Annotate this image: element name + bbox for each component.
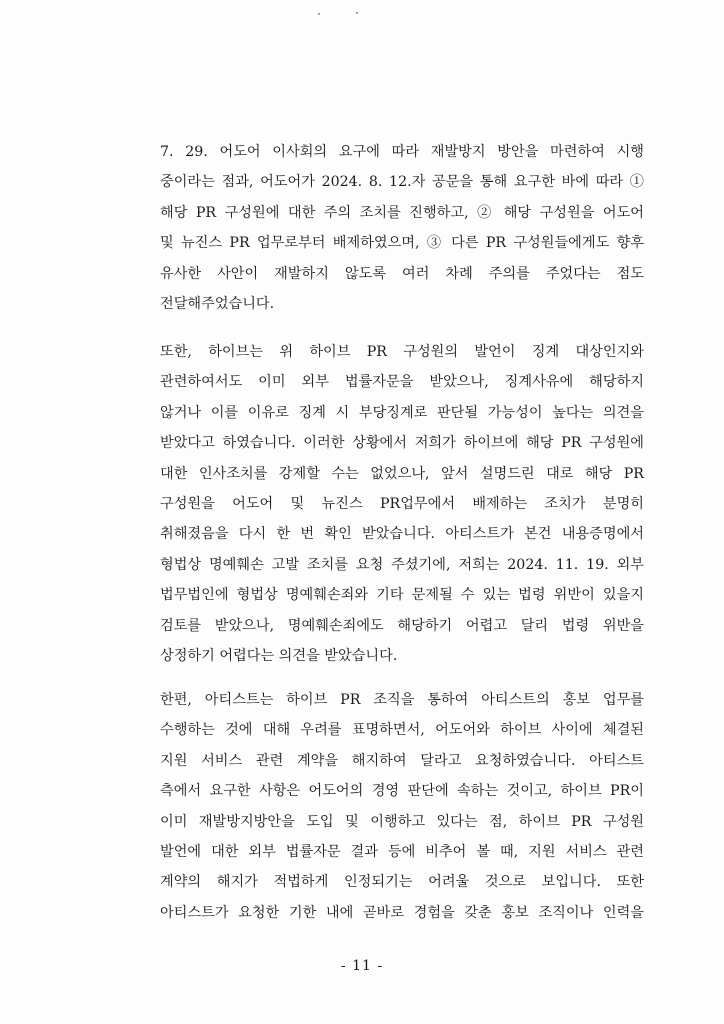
text-line: 및 뉴진스 PR 업무로부터 배제하였으며, ③ 다른 PR 구성원들에게도 향후 [160,235,644,252]
text-line: 취해졌음을 다시 한 번 확인 받았습니다. 아티스트가 본건 내용증명에서 [160,526,644,543]
text-line: 받았다고 하였습니다. 이러한 상황에서 저희가 하이브에 해당 PR 구성원에 [160,435,644,452]
text-line: 중이라는 점과, 어도어가 2024. 8. 12.자 공문을 통해 요구한 바에 따라 ① [160,174,644,191]
text-line: 형법상 명예훼손 고발 조치를 요청 주셨기에, 저희는 2024. 11. 19. 외부 [160,556,644,573]
text-line: 않거나 이를 이유로 징계 시 부당징계로 판단될 가능성이 높다는 의견을 [160,404,644,421]
text-line: 검토를 받았으나, 명예훼손죄에도 해당하기 어렵고 달리 법령 위반을 [160,617,644,634]
scan-speck [318,13,320,15]
text-line: 법무법인에 형법상 명예훼손죄와 기타 문제될 수 있는 법령 위반이 있을지 [160,587,644,604]
scan-speck [356,12,358,14]
text-line: 이미 재발방지방안을 도입 및 이행하고 있다는 점, 하이브 PR 구성원 [160,813,644,830]
text-line: 발언에 대한 외부 법률자문 결과 등에 비추어 볼 때, 지원 서비스 관련 [160,843,644,860]
text-line: 지원 서비스 관련 계약을 해지하여 달라고 요청하였습니다. 아티스트 [160,752,644,769]
text-line: 대한 인사조치를 강제할 수는 없었으나, 앞서 설명드린 대로 해당 PR [160,465,644,482]
text-line: 전달해주었습니다. [160,295,275,312]
paragraph-3 [160,685,644,928]
text-line: 아티스트가 요청한 기한 내에 곧바로 경험을 갖춘 홍보 조직이나 인력을 [160,904,644,921]
text-line: 계약의 해지가 적법하게 인정되기는 어려울 것으로 보입니다. 또한 [160,874,644,891]
text-line: 구성원을 어도어 및 뉴진스 PR업무에서 배제하는 조치가 분명히 [160,495,644,512]
page-number: - 11 - [340,958,384,974]
text-line: 관련하여서도 이미 외부 법률자문을 받았으나, 징계사유에 해당하지 [160,374,644,391]
text-line: 7. 29. 어도어 이사회의 요구에 따라 재발방지 방안을 마련하여 시행 [160,144,644,160]
text-line: 한편, 아티스트는 하이브 PR 조직을 통하여 아티스트의 홍보 업무를 [160,692,644,708]
text-line: 측에서 요구한 사항은 어도어의 경영 판단에 속하는 것이고, 하이브 PR이 [160,783,644,800]
text-line: 해당 PR 구성원에 대한 주의 조치를 진행하고, ② 해당 구성원을 어도어 [160,204,644,221]
paragraph-1 [160,137,644,319]
text-line: 수행하는 것에 대해 우려를 표명하면서, 어도어와 하이브 사이에 체결된 [160,722,644,739]
text-line: 또한, 하이브는 위 하이브 PR 구성원의 발언이 징계 대상인지와 [160,344,644,360]
text-line: 상정하기 어렵다는 의견을 받았습니다. [160,647,398,664]
paragraph-2 [160,337,644,671]
scan-specks [318,10,358,18]
text-line: 유사한 사안이 재발하지 않도록 여러 차례 주의를 주었다는 점도 [160,265,644,282]
